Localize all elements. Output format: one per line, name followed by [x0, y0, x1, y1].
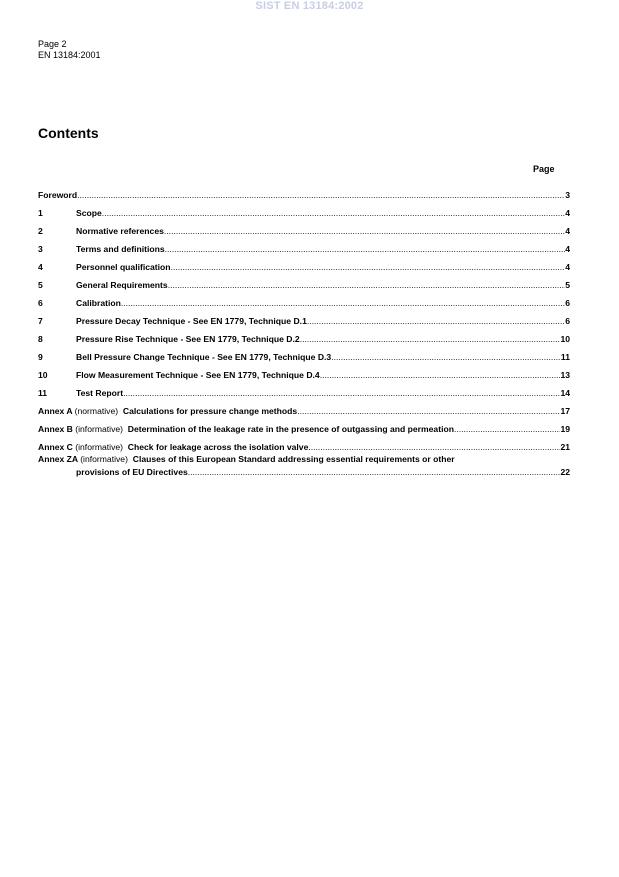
toc-entry[interactable] — [38, 272, 570, 290]
toc-entry-page: 22 — [560, 467, 570, 477]
annex-type: (normative) — [74, 406, 119, 416]
toc-leader — [331, 352, 561, 362]
watermark: SIST EN 13184:2002 — [255, 0, 364, 12]
toc-leader — [77, 190, 565, 200]
annex-label: Clauses of this European Standard addressing essential requirements or other — [132, 454, 455, 464]
toc-entry-label: Normative references — [76, 226, 164, 236]
toc-leader — [165, 244, 566, 254]
toc-entry-label: General Requirements — [76, 280, 168, 290]
toc-leader — [307, 316, 565, 326]
toc-leader — [164, 226, 565, 236]
toc-entry[interactable] — [38, 200, 570, 218]
toc-entry-label: Flow Measurement Technique - See EN 1779, Technique D.4 — [76, 370, 320, 380]
toc-entry-label: Pressure Decay Technique - See EN 1779, Technique D.1 — [76, 316, 307, 326]
toc-entry[interactable] — [38, 290, 570, 308]
page-column-heading: Page — [533, 164, 555, 174]
toc-entry-label: Foreword — [38, 190, 78, 200]
toc-leader — [320, 370, 561, 380]
toc-entry-number: 7 — [38, 316, 43, 326]
toc-leader — [300, 334, 561, 344]
toc-entry-label: Bell Pressure Change Technique - See EN 1779, Technique D.3 — [76, 352, 332, 362]
toc-entry[interactable] — [38, 326, 570, 344]
standard-number: EN 13184:2001 — [38, 50, 101, 60]
toc-entry-number: 10 — [38, 370, 48, 380]
page-header — [38, 39, 101, 61]
toc-entry-page: 4 — [565, 226, 570, 236]
annex-id: Annex C — [38, 442, 73, 452]
annex-label: Check for leakage across the isolation valve — [127, 442, 309, 452]
annex-id: Annex B — [38, 424, 73, 434]
annex-id: Annex A — [38, 406, 73, 416]
toc-annex-a[interactable] — [38, 398, 570, 416]
toc-entry[interactable] — [38, 236, 570, 254]
toc-entry-page: 4 — [565, 244, 570, 254]
toc-entry-label: Terms and definitions — [76, 244, 165, 254]
toc-entry-number: 4 — [38, 262, 43, 272]
toc-leader — [188, 467, 561, 477]
toc-entry-page: 13 — [560, 370, 570, 380]
toc-leader — [297, 406, 560, 416]
toc-entry-label: Scope — [76, 208, 102, 218]
toc-entry-number: 11 — [38, 388, 48, 398]
toc-entry[interactable] — [38, 344, 570, 362]
toc-entry-number: 1 — [38, 208, 43, 218]
toc-entry-page: 4 — [565, 208, 570, 218]
annex-type: (informative) — [75, 442, 124, 452]
toc-leader — [168, 280, 566, 290]
toc-leader — [121, 298, 565, 308]
annex-label: Determination of the leakage rate in the presence of outgassing and permeation — [127, 424, 454, 434]
toc-leader — [308, 442, 560, 452]
toc-leader — [454, 424, 560, 434]
toc-entry-number: 6 — [38, 298, 43, 308]
page-title: Contents — [38, 125, 99, 141]
toc-annex-za[interactable] — [38, 452, 570, 477]
toc-leader — [123, 388, 560, 398]
toc-entry-label: Pressure Rise Technique - See EN 1779, Technique D.2 — [76, 334, 300, 344]
toc-annex-b[interactable] — [38, 416, 570, 434]
toc-entry[interactable] — [38, 254, 570, 272]
toc-leader — [102, 208, 565, 218]
toc-entry-number: 2 — [38, 226, 43, 236]
toc-entry-page: 10 — [560, 334, 570, 344]
toc-entry-page: 17 — [560, 406, 570, 416]
toc-entry-page: 6 — [565, 298, 570, 308]
toc-entry-page: 4 — [565, 262, 570, 272]
toc-annex-c[interactable] — [38, 434, 570, 452]
annex-label-continued: provisions of EU Directives — [76, 467, 188, 477]
toc-entry-number: 5 — [38, 280, 43, 290]
toc-entry-label: Calibration — [76, 298, 121, 308]
toc-entry[interactable] — [38, 380, 570, 398]
toc-leader — [171, 262, 566, 272]
toc-entry-label: Personnel qualification — [76, 262, 171, 272]
toc-entry-label: Test Report — [76, 388, 124, 398]
toc-entry[interactable] — [38, 308, 570, 326]
toc-entry-page: 19 — [560, 424, 570, 434]
toc-entry-page: 11 — [560, 352, 570, 362]
toc-entry-number: 3 — [38, 244, 43, 254]
table-of-contents — [38, 182, 570, 477]
annex-id: Annex ZA — [38, 454, 78, 464]
annex-type: (informative) — [75, 424, 124, 434]
annex-type: (informative) — [80, 454, 128, 464]
page-number: Page 2 — [38, 39, 67, 49]
toc-entry[interactable] — [38, 218, 570, 236]
toc-entry-foreword[interactable] — [38, 182, 570, 200]
toc-entry-page: 6 — [565, 316, 570, 326]
annex-label: Calculations for pressure change methods — [122, 406, 298, 416]
toc-entry-number: 9 — [38, 352, 43, 362]
toc-entry-page: 14 — [560, 388, 570, 398]
toc-entry-page: 3 — [565, 190, 570, 200]
toc-entry-page: 5 — [565, 280, 570, 290]
toc-entry-number: 8 — [38, 334, 43, 344]
toc-entry[interactable] — [38, 362, 570, 380]
toc-entry-page: 21 — [560, 442, 570, 452]
